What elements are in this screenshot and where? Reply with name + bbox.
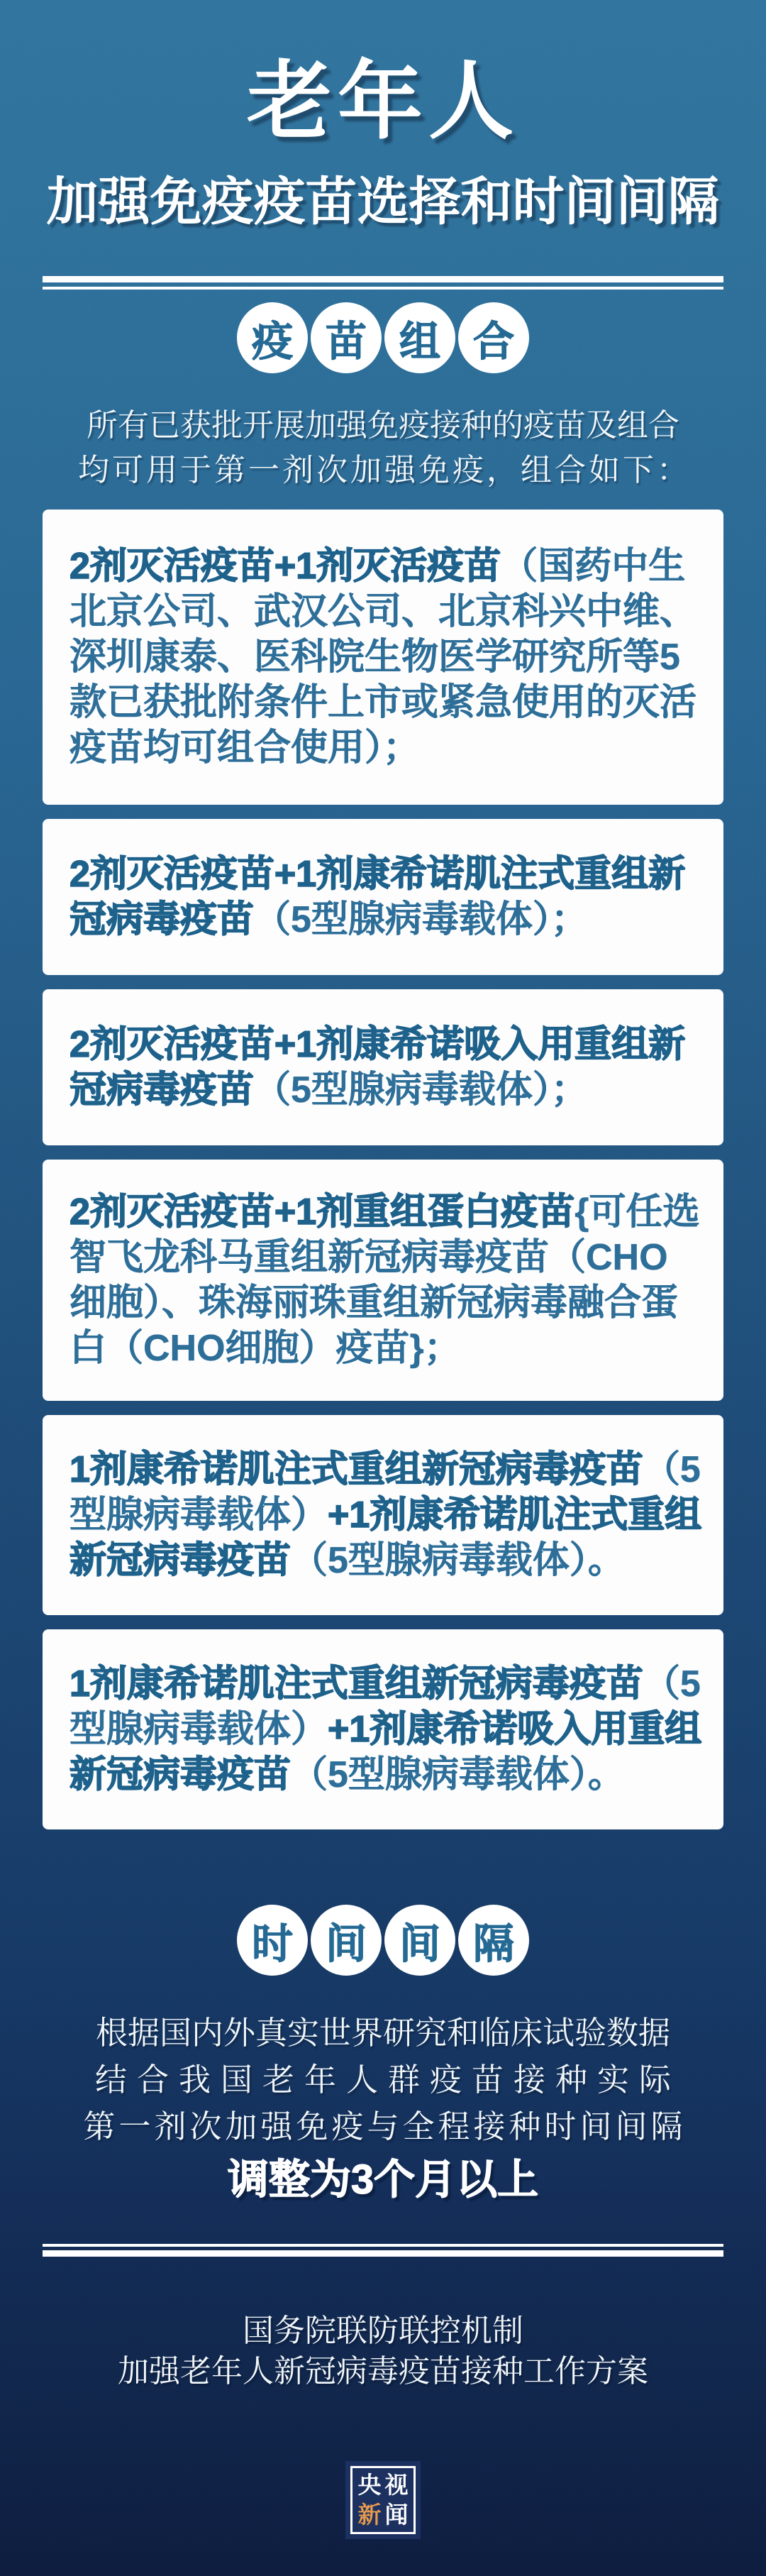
section-header-time-interval [0, 1905, 766, 1976]
header-char-circle [384, 1905, 455, 1976]
intro-line-1: 所有已获批开展加强免疫接种的疫苗及组合 [87, 408, 679, 443]
combo-text-segment: 2剂灭活疫苗+1剂康希诺吸入用重组新冠病毒疫苗 [70, 1024, 686, 1111]
combo-box-4 [43, 1160, 723, 1401]
combo-text-segment: +1剂康希诺肌注式重组新冠病毒疫苗 [70, 1495, 702, 1581]
para-line-1: 根据国内外真实世界研究和临床试验数据 [95, 2015, 670, 2051]
header-char-circle [458, 302, 529, 373]
header-char: 时 [251, 1921, 293, 1967]
combo-text-segment: 2剂灭活疫苗+1剂灭活疫苗 [70, 546, 501, 587]
logo-row-2 [353, 2501, 413, 2529]
combo-box-5 [43, 1415, 723, 1615]
divider-line-thick [43, 276, 723, 282]
header-char-circle [237, 1905, 308, 1976]
combo-text-segment: （5型腺病毒载体）。 [291, 1754, 625, 1795]
header-char-circle [237, 302, 308, 373]
logo-char-accent: 新 [357, 2501, 382, 2528]
combo-box-3 [43, 989, 723, 1145]
interval-paragraph [0, 2010, 766, 2150]
combo-text-segment: （5型腺病毒载体）； [254, 1069, 588, 1111]
combo-text-segment: 1剂康希诺肌注式重组新冠病毒疫苗 [70, 1663, 643, 1705]
header-char-circle [384, 302, 455, 373]
interval-highlight: 调整为3个月以上 [227, 2157, 539, 2203]
combo-box-1 [43, 510, 723, 805]
logo-char: 闻 [384, 2501, 409, 2528]
divider-line-thin [43, 2244, 723, 2247]
combo-text-segment: （5型腺病毒载体） [70, 1663, 701, 1750]
source-line-1: 国务院联防联控机制 [243, 2313, 523, 2348]
intro-line-2: 均可用于第一剂次加强免疫，组合如下： [78, 453, 691, 488]
para-line-3: 第一剂次加强免疫与全程接种时间间隔 [83, 2108, 687, 2145]
section-header-vaccine-combo [0, 302, 766, 373]
para-line-2: 结合我国老年人群疫苗接种实际 [94, 2062, 681, 2098]
header-char: 组 [399, 319, 440, 365]
combo-text-segment: （5型腺病毒载体） [70, 1449, 701, 1536]
combo-text-segment: 1剂康希诺肌注式重组新冠病毒疫苗 [70, 1449, 643, 1490]
page-title: 老年人 [247, 54, 519, 149]
top-divider [43, 276, 723, 290]
combo-text-segment: 2剂灭活疫苗+1剂重组蛋白疫苗 [70, 1191, 575, 1233]
header-char-circle [311, 1905, 382, 1976]
combo-text-segment: （5型腺病毒载体）。 [291, 1540, 625, 1581]
header-char-circle [311, 302, 382, 373]
cctv-news-logo [345, 2461, 421, 2539]
combo-text-segment: +1剂康希诺吸入用重组新冠病毒疫苗 [70, 1709, 702, 1795]
logo-row-1 [353, 2471, 413, 2499]
bottom-divider [43, 2244, 723, 2257]
footer-source [0, 2311, 766, 2391]
header-char: 疫 [251, 319, 293, 365]
logo-char: 视 [384, 2472, 409, 2498]
combo-text-segment: 2剂灭活疫苗+1剂康希诺肌注式重组新冠病毒疫苗 [70, 854, 686, 940]
header-char: 合 [472, 319, 514, 365]
source-line-2: 加强老年人新冠病毒疫苗接种工作方案 [118, 2354, 648, 2389]
header-char: 隔 [472, 1921, 514, 1967]
combo-box-2 [43, 819, 723, 975]
combo-box-6 [43, 1629, 723, 1829]
header-char: 间 [325, 1921, 367, 1967]
combo-text-segment: （5型腺病毒载体）； [254, 899, 588, 940]
logo-char: 央 [357, 2472, 382, 2498]
combo-box-list [43, 510, 723, 1829]
divider-line-thin [43, 287, 723, 290]
combo-text-segment: （国药中生北京公司、武汉公司、北京科兴中维、深圳康泰、医科院生物医学研究所等5款已获批附条件上市或紧急使用的灭活疫苗均可组合使用）； [70, 546, 697, 769]
header-char: 间 [399, 1921, 440, 1967]
page-subtitle: 加强免疫疫苗选择和时间间隔 [46, 173, 720, 231]
header-char: 苗 [325, 319, 367, 365]
divider-line-thick [43, 2250, 723, 2257]
logo-characters [353, 2468, 413, 2532]
intro-text [0, 403, 766, 492]
header-char-circle [458, 1905, 529, 1976]
combo-text-segment: {可任选智飞龙科马重组新冠病毒疫苗（CHO细胞）、珠海丽珠重组新冠病毒融合蛋白（CHO细胞）疫苗}； [70, 1191, 700, 1369]
